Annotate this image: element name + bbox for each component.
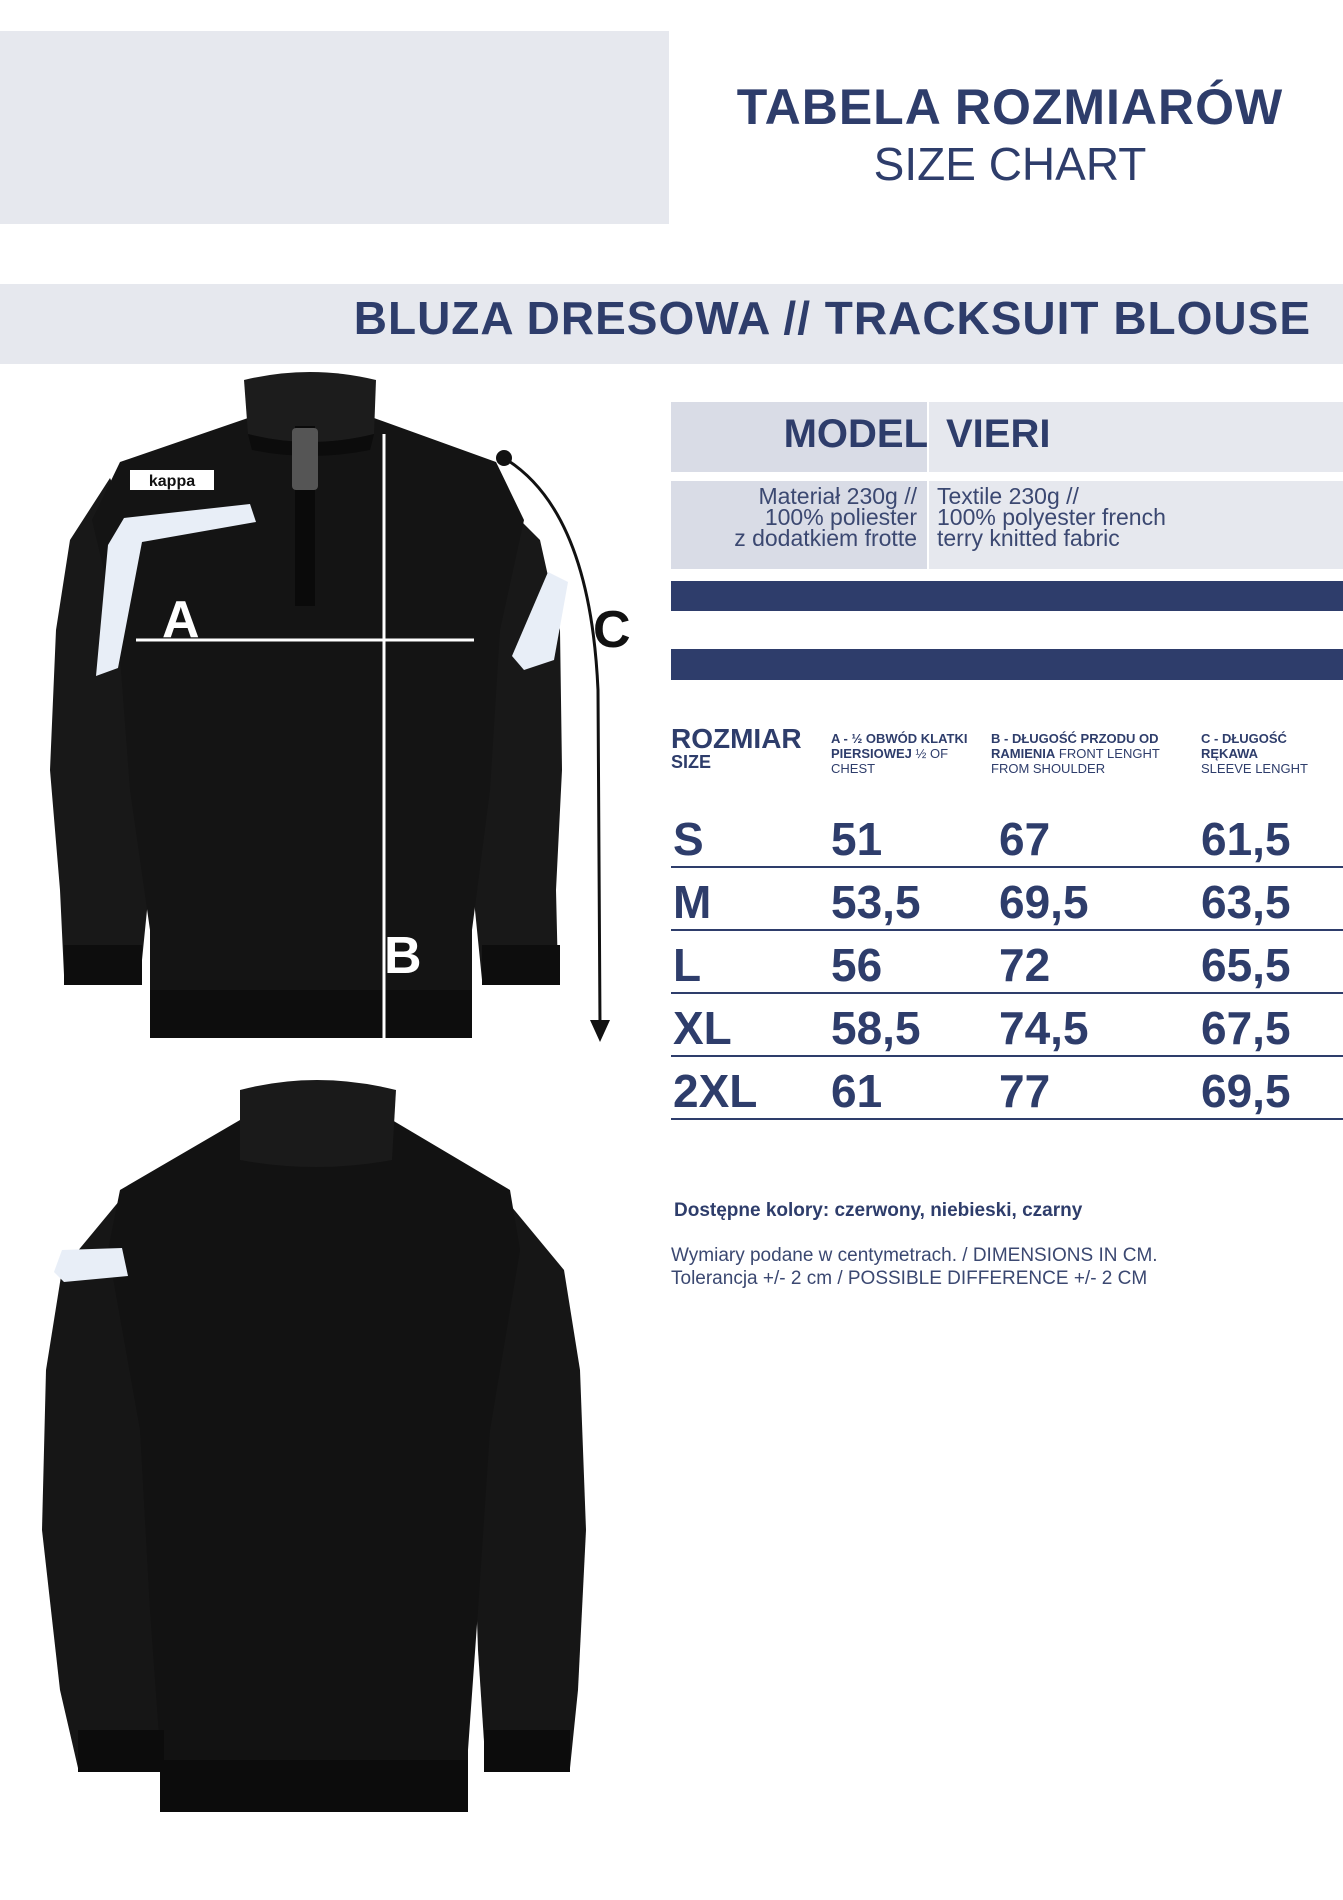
- cell-c: 61,5: [1201, 813, 1291, 865]
- col-a-header: [831, 731, 971, 776]
- cell-b: 72: [999, 939, 1051, 991]
- col-b-header: [991, 731, 1161, 776]
- model-value: VIERI: [946, 412, 1051, 456]
- cell-b: 67: [999, 813, 1051, 865]
- cell-a: 51: [831, 813, 883, 865]
- note-tolerance: Tolerancja +/- 2 cm / POSSIBLE DIFFERENCE +/- 2 CM: [671, 1268, 1148, 1289]
- row-divider: [671, 1118, 1343, 1120]
- cell-size: XL: [673, 1002, 732, 1054]
- page-subtitle: SIZE CHART: [873, 138, 1147, 190]
- row-divider: [671, 992, 1343, 994]
- header-placeholder-box: [0, 31, 669, 224]
- row-divider: [671, 866, 1343, 868]
- col-b-header-pl: B - DŁUGOŚĆ PRZODU OD RAMIENIA: [991, 731, 1159, 761]
- cell-a: 56: [831, 939, 883, 991]
- table-row: [671, 869, 1343, 931]
- cell-size: S: [673, 813, 704, 865]
- table-row: [671, 806, 1343, 868]
- col-a-header-pl: A - ½ OBWÓD KLATKI PIERSIOWEJ: [831, 731, 968, 761]
- size-header: [671, 723, 802, 773]
- col-c-header-en: SLEEVE LENGHT: [1201, 761, 1308, 776]
- dimension-notes: [671, 1244, 1158, 1290]
- size-header-pl: ROZMIAR: [671, 723, 802, 754]
- table-row: [671, 995, 1343, 1057]
- cell-c: 67,5: [1201, 1002, 1291, 1054]
- cell-c: 65,5: [1201, 939, 1291, 991]
- row-divider: [671, 929, 1343, 931]
- table-row: [671, 932, 1343, 994]
- measure-label-c: C: [593, 601, 631, 659]
- row-divider: [671, 1055, 1343, 1057]
- col-c-header-pl: C - DŁUGOŚĆ RĘKAWA: [1201, 731, 1287, 761]
- cell-c: 69,5: [1201, 1065, 1291, 1117]
- cell-b: 69,5: [999, 876, 1089, 928]
- brand-logo: kappa: [148, 473, 196, 490]
- model-label: MODEL: [783, 412, 928, 456]
- col-c-header: [1201, 731, 1311, 776]
- cell-a: 61: [831, 1065, 883, 1117]
- cell-a: 58,5: [831, 1002, 921, 1054]
- note-dimensions: Wymiary podane w centymetrach. / DIMENSIONS IN CM.: [671, 1245, 1158, 1266]
- cell-size: 2XL: [673, 1065, 758, 1117]
- col-a-header-en: ½ OF CHEST: [831, 746, 949, 776]
- material-en: Textile 230g // 100% polyester french terry knitted fabric: [937, 483, 1166, 551]
- divider-bar-bottom: [671, 649, 1343, 680]
- cell-b: 74,5: [999, 1002, 1089, 1054]
- page-title: TABELA ROZMIARÓW: [736, 79, 1284, 135]
- col-b-header-en: FRONT LENGHT FROM SHOULDER: [991, 746, 1160, 776]
- available-colors: Dostępne kolory: czerwony, niebieski, czarny: [674, 1200, 1083, 1221]
- cell-size: L: [673, 939, 702, 991]
- product-name: BLUZA DRESOWA // TRACKSUIT BLOUSE: [353, 292, 1311, 344]
- measure-label-b: B: [384, 927, 422, 985]
- divider-bar-top: [671, 581, 1343, 611]
- size-header-en: SIZE: [671, 752, 712, 772]
- front-garment-illustration: [0, 370, 640, 1060]
- cell-size: M: [673, 876, 712, 928]
- material-pl: Materiał 230g // 100% poliester z dodatkiem frotte: [734, 483, 917, 551]
- cell-c: 63,5: [1201, 876, 1291, 928]
- cell-b: 77: [999, 1065, 1051, 1117]
- back-garment-illustration: [0, 1050, 640, 1850]
- table-row: [671, 1058, 1343, 1120]
- cell-a: 53,5: [831, 876, 921, 928]
- measure-label-a: A: [162, 591, 200, 649]
